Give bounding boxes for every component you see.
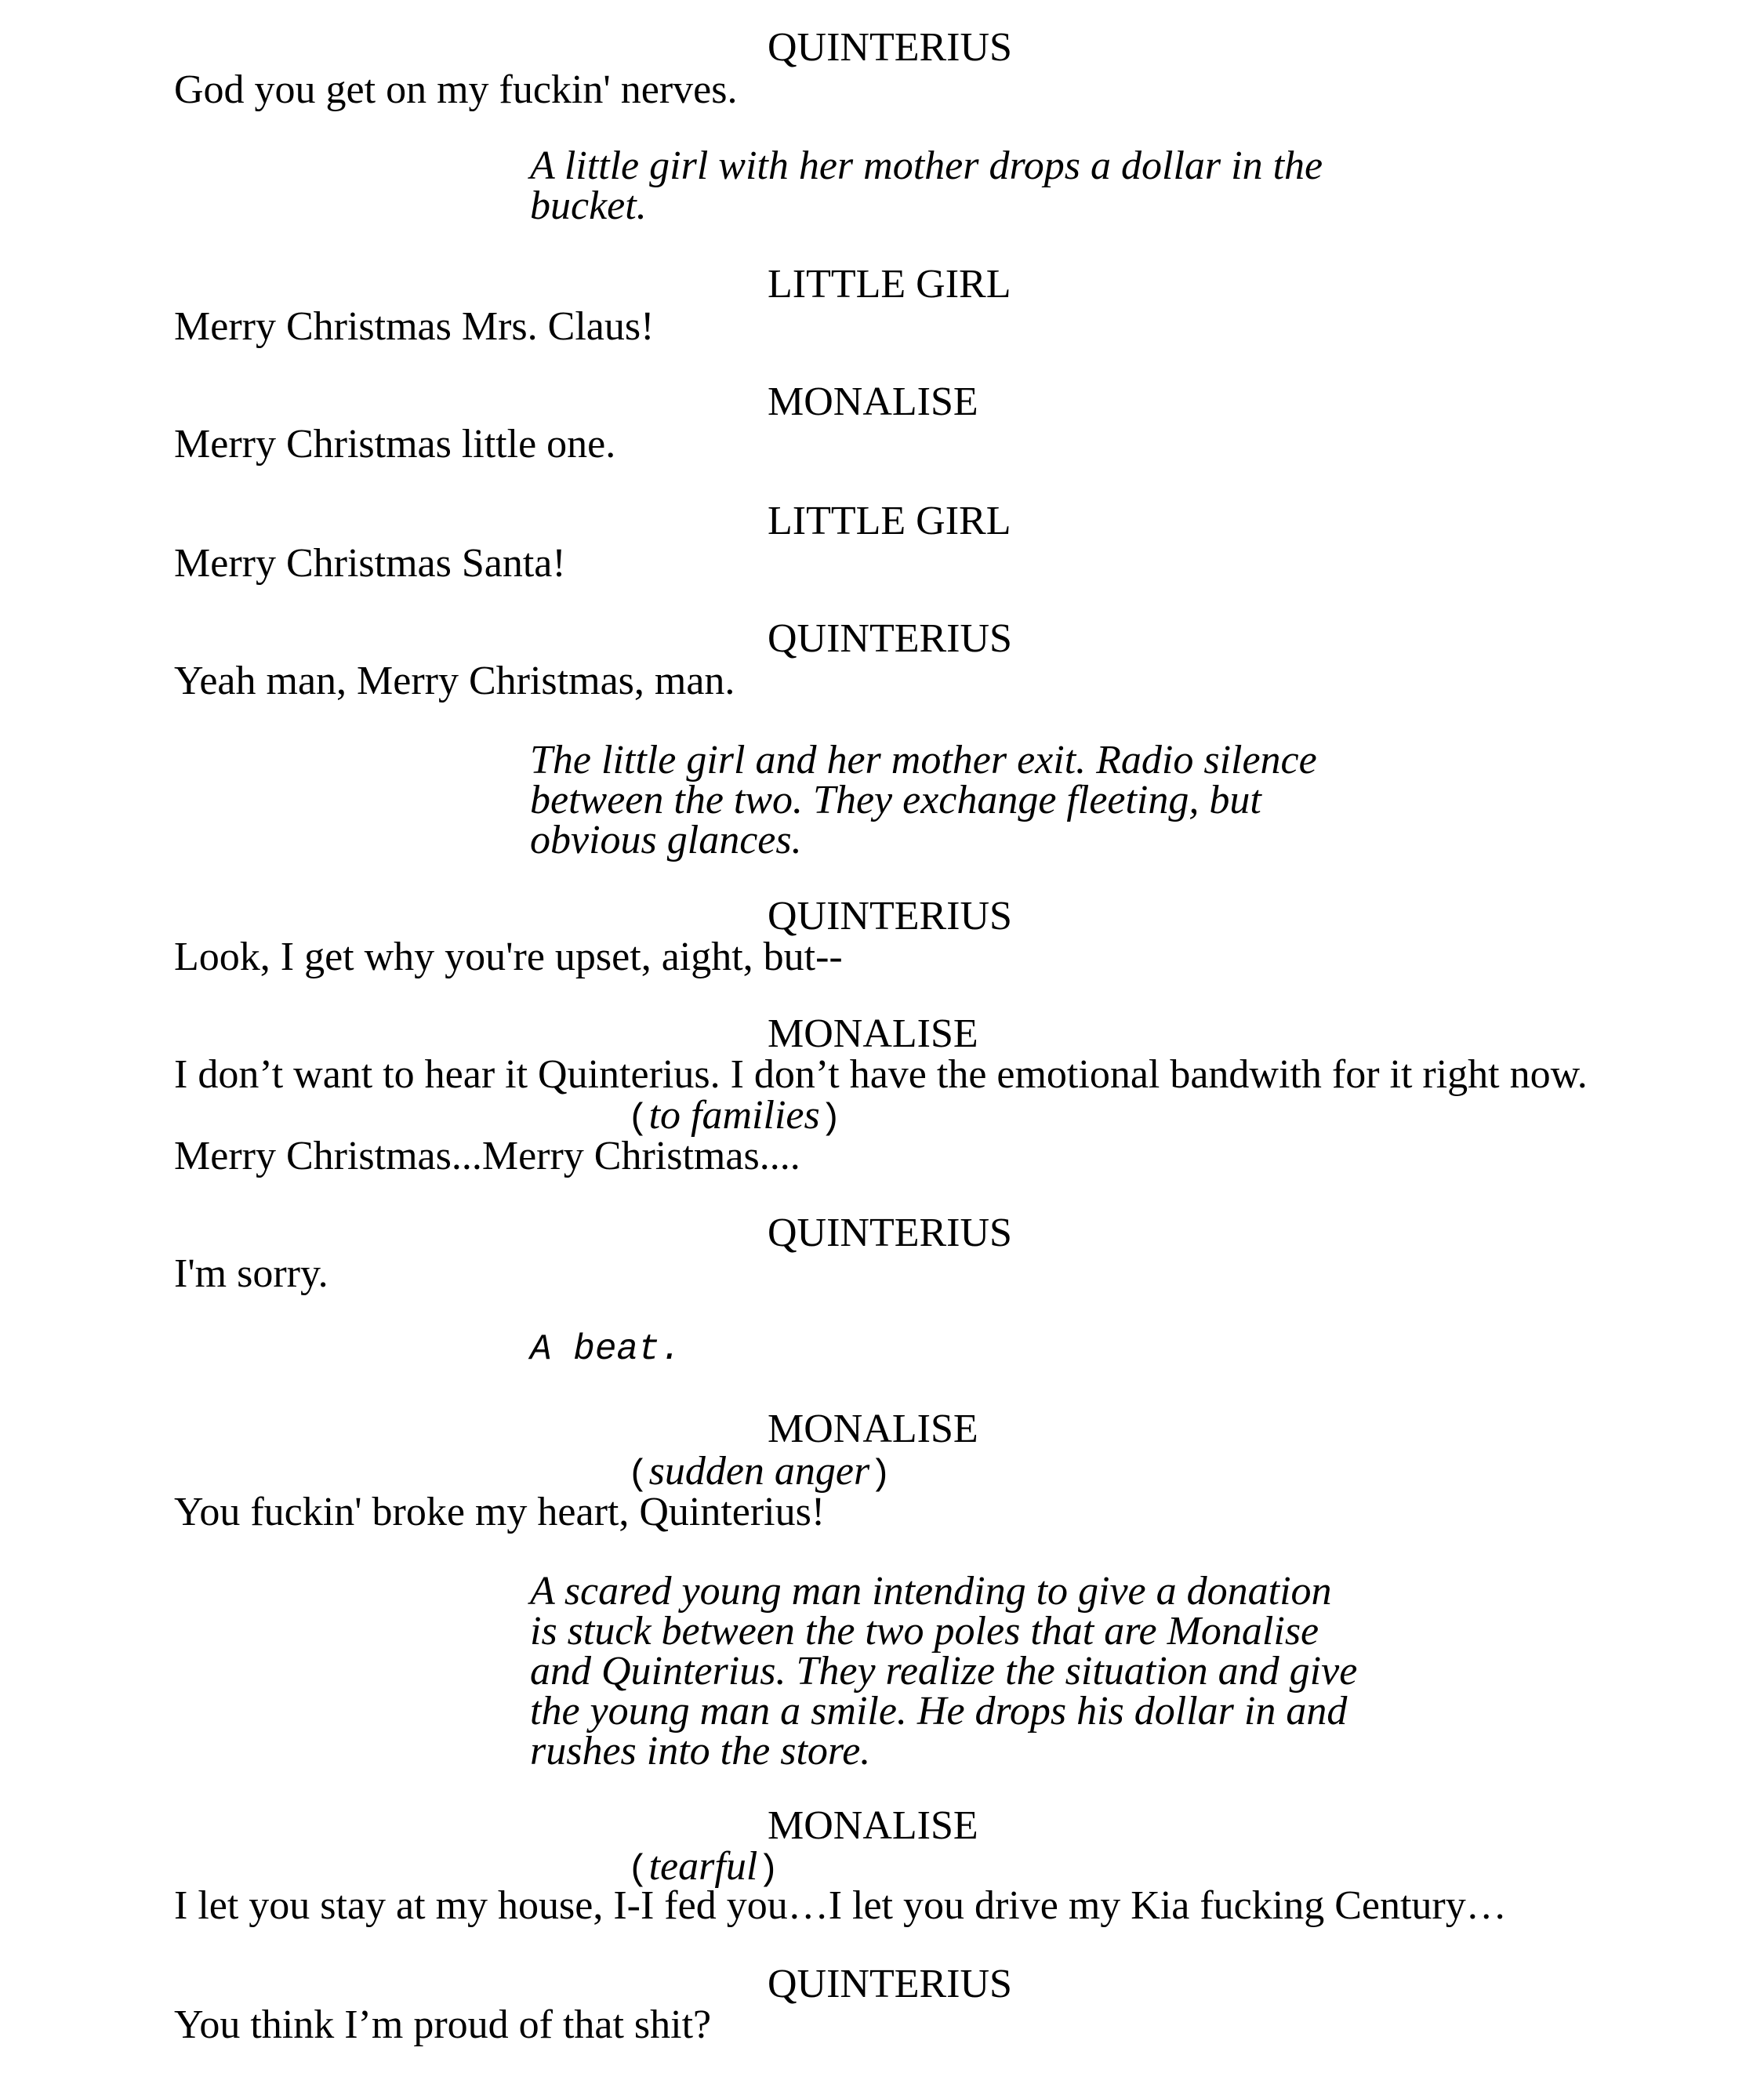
action-line: obvious glances. [530, 818, 802, 862]
paren-close: ) [757, 1850, 779, 1890]
parenthetical-text: to families [648, 1093, 820, 1138]
action-line: The little girl and her mother exit. Radio silence [530, 738, 1317, 782]
action-line: and Quinterius. They realize the situation and give [530, 1649, 1358, 1694]
character-cue: MONALISE [768, 1803, 978, 1848]
action-line: bucket. [530, 183, 647, 228]
character-cue: MONALISE [768, 1407, 978, 1451]
dialogue-line: I'm sorry. [174, 1251, 328, 1296]
dialogue-line: I let you stay at my house, I-I fed you…I let you drive my Kia fucking Century… [174, 1883, 1507, 1928]
character-cue: MONALISE [768, 379, 978, 424]
action-line: is stuck between the two poles that are Monalise [530, 1609, 1319, 1654]
character-cue: QUINTERIUS [768, 616, 1012, 661]
paren-open: ( [627, 1454, 649, 1495]
dialogue-line: Merry Christmas Mrs. Claus! [174, 304, 655, 349]
character-cue: QUINTERIUS [768, 1962, 1012, 2006]
action-line: A scared young man intending to give a donation [530, 1569, 1332, 1614]
character-cue: LITTLE GIRL [768, 499, 1011, 543]
action-line: A little girl with her mother drops a dollar in the [530, 143, 1323, 188]
dialogue-line: God you get on my fuckin' nerves. [174, 67, 738, 112]
action-block [530, 1571, 1377, 1771]
dialogue-line: Merry Christmas...Merry Christmas.... [174, 1134, 800, 1178]
dialogue-line: Yeah man, Merry Christmas, man. [174, 659, 735, 703]
character-cue: MONALISE [768, 1011, 978, 1056]
action-beat: A beat. [530, 1329, 682, 1370]
action-line: rushes into the store. [530, 1729, 871, 1773]
parenthetical-text: tearful [648, 1844, 758, 1889]
character-cue: QUINTERIUS [768, 894, 1012, 938]
character-cue: LITTLE GIRL [768, 262, 1011, 307]
dialogue-line: You think I’m proud of that shit? [174, 2002, 712, 2047]
dialogue-line: Merry Christmas Santa! [174, 541, 566, 586]
action-block [530, 740, 1377, 860]
dialogue-line: You fuckin' broke my heart, Quinterius! [174, 1490, 826, 1534]
paren-open: ( [627, 1850, 649, 1890]
dialogue-line: I don’t want to hear it Quinterius. I don’t have the emotional bandwith for it right now. [174, 1052, 1588, 1097]
action-block [530, 143, 1377, 228]
dialogue-line: Merry Christmas little one. [174, 422, 616, 467]
dialogue-line: Look, I get why you're upset, aight, but-- [174, 935, 843, 979]
character-cue: QUINTERIUS [768, 25, 1012, 70]
paren-open: ( [627, 1098, 649, 1139]
paren-close: ) [819, 1098, 842, 1139]
parenthetical-text: sudden anger [648, 1449, 870, 1494]
paren-close: ) [869, 1454, 891, 1495]
action-line: between the two. They exchange fleeting, but [530, 778, 1261, 822]
action-line: the young man a smile. He drops his dollar in and [530, 1689, 1348, 1734]
character-cue: QUINTERIUS [768, 1211, 1012, 1255]
